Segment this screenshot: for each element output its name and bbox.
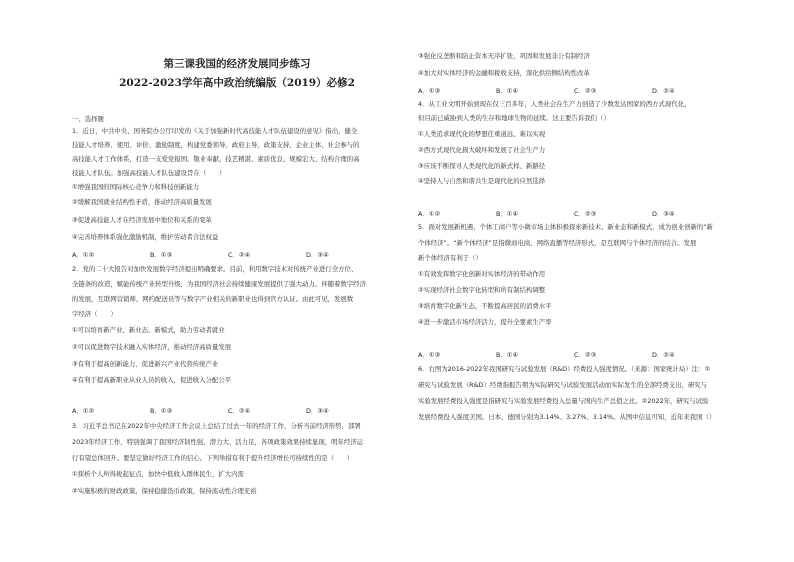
text-line: ③应该不断探寻人类现代化的新式样、新路径 [418,162,546,170]
text-line: 4．从工业文明开始到现在仅三百多年，人类社会在生产力创造了少数发达国家的西方式现代化， [418,100,691,108]
text-line: 个体经济”。“新个体经济”是指微商电商、网络直播等经济形式，是互联网与个体经济的结合。发展 [418,239,697,247]
text-line: ②实现经济社会数字化转型和所有制结构调整 [418,286,546,294]
option: B．①③ [150,251,173,259]
page-title: 第三课我国的经济发展同步练习 [163,58,311,70]
option: B．①④ [496,87,519,95]
text-line: 行有望总体回升。要坚定做好经济工作的信心。下列举措有利于提升经济增长可持续性的是（ ） [72,454,354,462]
text-line: ④完善培养体系强化激励机制，维护劳动者合法权益 [72,233,219,241]
option: D．②④ [652,87,675,95]
options-q4 [418,209,730,218]
text-line: ②可以促进数字技术融入实体经济，推动经济高质量发展 [72,343,232,351]
text-line: ②实施积极的财政政策，保持稳健货币政策，保持流动性合理充裕 [72,487,257,495]
option: A．①③ [418,351,441,359]
text-line: 但目前已威胁到人类的生存和地球生物的延续。这主要告诉我们（） [418,114,610,122]
text-line: 2．党的二十大报告对加快发展数字经济提出明确要求。目前，利用数字技术对传统产业进行全方位、 [72,265,358,273]
option: B．①④ [496,351,519,359]
option: A．①③ [418,87,441,95]
option: A．①② [72,251,95,259]
options-q2 [72,406,384,415]
text-line: 2023年经济工作，特别强调了我国经济韧性强、潜力大、活力足，各项政策效果持续显现，明年经济运 [72,438,364,446]
text-line: ①探析个人所得税起征点，加快中低收入群体民生，扩大内需 [72,470,244,478]
text-line: ④加大对实体经济的金融和税收支持，深化供给侧结构性改革 [418,69,590,77]
option: C．②④ [228,251,251,259]
text-line: ③强化反垄断和防止资本无序扩张，巩固和发展非公有制经济 [418,52,590,60]
page-subtitle: 2022-2023学年高中政治统编版（2019）必修2 [119,77,355,89]
option: B．①③ [150,407,173,415]
option: A．①② [72,407,95,415]
text-line: ①人类追求现代化的梦想任重道远、难以实现 [418,130,546,138]
text-line: ②缓解我国就业结构性矛盾，推动经济高质量发展 [72,198,212,206]
text-line: ③培育数字化新生态，不断提高居民的消费水平 [418,302,552,310]
option: D．③④ [306,251,329,259]
option: C．②③ [574,210,597,218]
text-line: ①可以培育新产业、新业态、新模式，助力劳动者就业 [72,326,225,334]
text-line: ④进一步激活市场经济活力，提升全要素生产率 [418,318,552,326]
text-line: 全链条的改造，赋能传统产业转型升级，为我国经济社会持续健康发展提供了强大动力。伴随着数字经济 [72,280,366,288]
text-line: 新个体经济有利于（） [418,254,482,262]
text-line: 发展经费投入强度美国、日本、德国分别为3.14%、3.27%、3.14%。从图中信息可知，近年来我国（） [418,413,716,421]
text-line: 6．右图为2016-2022年我国研究与试验发展（R&D）经费投入强度情况。（来源：国家统计局）注：① [418,365,711,373]
options-q5 [418,350,730,359]
option: C．②③ [574,351,597,359]
option: D．③④ [306,407,329,415]
text-line: 研究与试验发展（R&D）经费指报告期为实际研究与试验发展活动而实际发生的全部经费支出，研究与 [418,381,708,389]
text-line: 的发展，互联网营销师、网约配送员等与数字产业相关的新职业也得到官方认证。由此可见，发展数 [72,295,354,303]
section-heading: 一、选择题 [72,115,104,123]
text-line: 技能人才队伍。加强高技能人才队伍建设旨在（ ） [72,169,226,177]
option: A．①② [418,210,441,218]
text-line: 技能人才培养、使用、评价、激励制度，构建党委领导、政府主导、政策支持、企业主体、社会参与的 [72,141,360,149]
text-line: 字经济（ ） [72,310,117,318]
text-line: ①有效发挥数字化创新对实体经济的带动作用 [418,270,546,278]
option: D．②④ [652,351,675,359]
text-line: ④有利于提高新职业从业人员的收入，促进收入分配公平 [72,376,232,384]
text-line: 实验发展经费投入强度是指研究与实验发展经费投入总量与国内生产总值之比。②2022年，研究与试验 [418,397,709,405]
option: D．③④ [652,210,675,218]
text-line: 3．习近平总书记在2022年中央经济工作会议上总结了过去一年的经济工作，分析当前经济形势，部署 [72,422,361,430]
text-line: ③促进高技能人才在经济发展中地位和关系的变革 [72,216,212,224]
text-line: 高技能人才工作体系，打造一支爱党报国、敬业奉献、技艺精湛、素质优良、规模宏大、结构合理的高 [72,155,360,163]
text-line: 1．近日，中共中央、国务院办公厅印发的《关于加强新时代高技能人才队伍建设的意见》指出，健全 [72,127,358,135]
options-q1 [72,250,384,259]
text-line: ②西方式现代化损大破坏和发展了社会生产力 [418,146,546,154]
option: C．②③ [574,87,597,95]
text-line: ④坚持人与自然和谐共生是现代化的应然选择 [418,177,546,185]
text-line: 5．面对发展新机遇，个体工商户等小微市场主体积极探索新技术、新业态和新模式，成为创业创新的“新 [418,223,713,231]
option: C．②④ [228,407,251,415]
text-line: ③有利于提高创新能力，促进新兴产业代替传统产业 [72,360,219,368]
text-line: ①增强我国的国际核心竞争力和科技创新能力 [72,183,200,191]
option: B．①④ [496,210,519,218]
options-q3 [418,86,730,95]
